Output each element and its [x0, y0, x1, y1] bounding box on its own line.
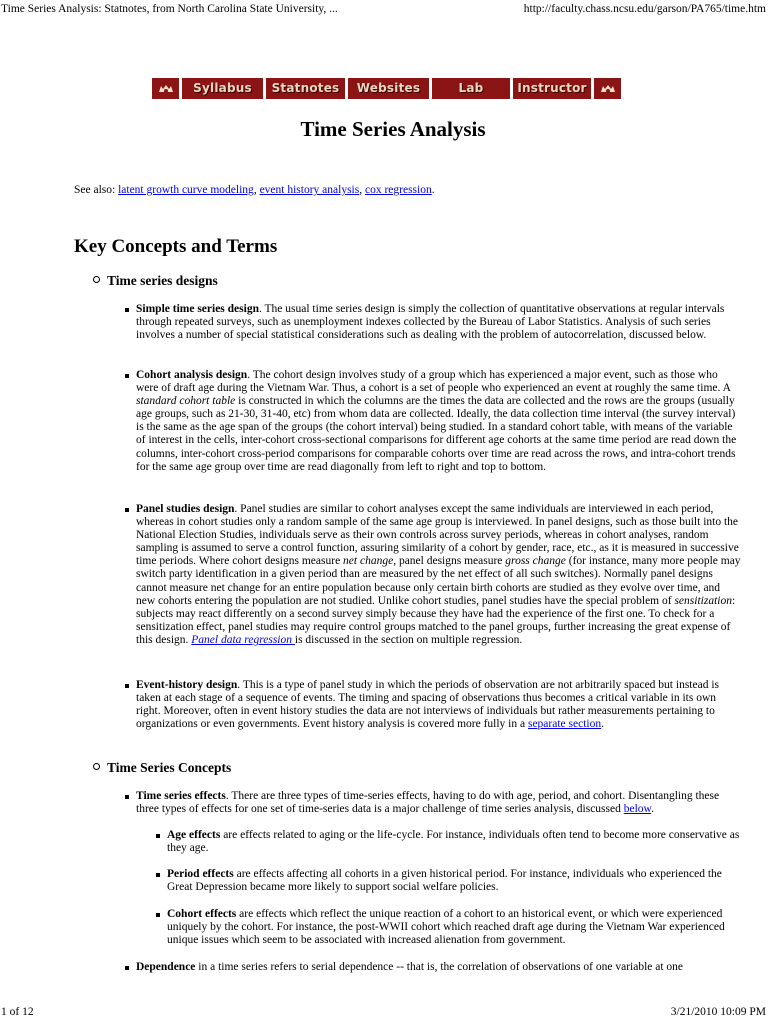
link-separate-section[interactable]: separate section	[527, 718, 602, 731]
sub-item-age-effects: Age effects are effects related to aging or the life-cycle. For instance, individuals often tend to become more conservative as they age.	[167, 829, 742, 855]
document-url: http://faculty.chass.ncsu.edu/garson/PA765/time.htm	[523, 3, 766, 15]
list-item-simple-design: Simple time series design. The usual time series design is simply the collection of quantitative observations at regular intervals through repeated surveys, such as unemployment indexes collected by the Bureau of Labor Statistics. Analysis of such series involves a number of special statistical considerations such as dealing with the problem of autocorrelation, discussed below.	[136, 303, 742, 342]
nav-syllabus-button[interactable]: Syllabus	[182, 78, 263, 99]
circle-bullet-icon	[93, 763, 100, 770]
nav-bar	[152, 78, 621, 99]
square-bullet-icon	[125, 795, 129, 799]
document-title: Time Series Analysis: Statnotes, from North Carolina State University, ...	[1, 3, 338, 15]
page-number: 1 of 12	[1, 1006, 34, 1018]
wolf-logo-right-icon[interactable]	[594, 78, 621, 99]
page-title: Time Series Analysis	[300, 117, 486, 141]
link-cox-regression[interactable]: cox regression	[364, 184, 432, 196]
link-below[interactable]: below	[623, 803, 652, 816]
section-time-series-concepts: Time Series Concepts	[93, 760, 231, 776]
nav-lab-button[interactable]: Lab	[432, 78, 510, 99]
nav-websites-button[interactable]: Websites	[348, 78, 429, 99]
square-bullet-icon	[156, 834, 160, 838]
print-header	[0, 0, 768, 18]
square-bullet-icon	[156, 873, 160, 877]
see-also: See also: latent growth curve modeling, event history analysis, cox regression.	[74, 184, 435, 196]
print-datetime: 3/21/2010 10:09 PM	[670, 1006, 766, 1018]
list-item-dependence: Dependence in a time series refers to serial dependence -- that is, the correlation of observations of one variable at one	[136, 961, 742, 974]
list-item-cohort-design: Cohort analysis design. The cohort design involves study of a group which has experienced a major event, such as those who were of draft age during the Vietnam War. Thus, a cohort is a set of people who experienced an event at roughly the same time. A standard cohort table is constructed in which the columns are the times the data are collected and the rows are the groups (usually age groups, such as 21-30, 31-40, etc) from whom data are collected. Ideally, the data collection time interval (the survey interval) is the same as the age span of the groups (the cohort interval) being studied. In a standard cohort table, with means of the variable of interest in the cells, inter-cohort cross-sectional comparisons for different age cohorts at the same time period are read down the columns, inter-cohort cross-period comparisons for comparable cohorts over time are read across the rows, and intra-cohort trends for the same age group over time are read diagonally from left to right and top to bottom.	[136, 369, 742, 474]
square-bullet-icon	[125, 308, 129, 312]
list-item-event-history-design: Event-history design. This is a type of panel study in which the periods of observation are not arbitrarily spaced but instead is taken at each stage of a sequence of events. The timing and spacing of observations thus becomes a critical variable in its own right. Moreover, often in event history studies the data are not interviews of individuals but rather measurements pertaining to organizations or even governments. Event history analysis is covered more fully in a separate section.	[136, 679, 742, 731]
square-bullet-icon	[125, 508, 129, 512]
square-bullet-icon	[125, 966, 129, 970]
section-time-series-designs: Time series designs	[93, 273, 218, 289]
wolf-logo-left-icon[interactable]	[152, 78, 179, 99]
square-bullet-icon	[125, 684, 129, 688]
square-bullet-icon	[125, 374, 129, 378]
sub-item-cohort-effects: Cohort effects are effects which reflect the unique reaction of a cohort to an historical event, or which were experienced uniquely by the cohort. For instance, the post-WWII cohort which reached draft age during the Vietnam War experienced unique issues which seem to be associated with increased alienation from government.	[167, 908, 742, 947]
nav-instructor-button[interactable]: Instructor	[513, 78, 591, 99]
nav-statnotes-button[interactable]: Statnotes	[266, 78, 345, 99]
square-bullet-icon	[156, 913, 160, 917]
key-concepts-heading: Key Concepts and Terms	[74, 236, 278, 257]
print-footer	[0, 1004, 768, 1024]
link-event-history[interactable]: event history analysis	[259, 184, 360, 196]
sub-item-period-effects: Period effects are effects affecting all cohorts in a given historical period. For instance, individuals who experienced the Great Depression became more likely to support social welfare policies.	[167, 868, 742, 894]
link-latent-growth[interactable]: latent growth curve modeling	[118, 184, 254, 196]
circle-bullet-icon	[93, 276, 100, 283]
list-item-time-series-effects: Time series effects. There are three types of time-series effects, having to do with age, period, and cohort. Disentangling these three types of effects for one set of time-series data is a major challenge of time series analysis, discussed below.	[136, 790, 742, 816]
link-panel-data-regression[interactable]: Panel data regression	[191, 633, 295, 646]
list-item-panel-design: Panel studies design. Panel studies are similar to cohort analyses except the same individuals are interviewed in each period, whereas in cohort studies only a random sample of the same age group is interviewed. In panel designs, such as those built into the National Election Studies, individuals serve as their own controls across survey periods, whereas in cohort analyses, random sampling is assumed to serve a control function, assuring similarity of a cohort by gender, race, etc., as it is measured in successive time periods. Where cohort designs measure net change, panel designs measure gross change (for instance, many more people may switch party identification in a given period than are measured by the net effect of all such switches). Normally panel designs cannot measure net change for an entire population because only certain birth cohorts are studied as they evolve over time, and new cohorts entering the population are not studied. Unlike cohort studies, panel studies have the special problem of sensitization: subjects may react differently on a second survey simply because they have had the experience of the first one. To check for a sensitization effect, panel studies may require control groups matched to the panel groups, further increasing the great expense of this design. Panel data regression is discussed in the section on multiple regression.	[136, 503, 742, 647]
